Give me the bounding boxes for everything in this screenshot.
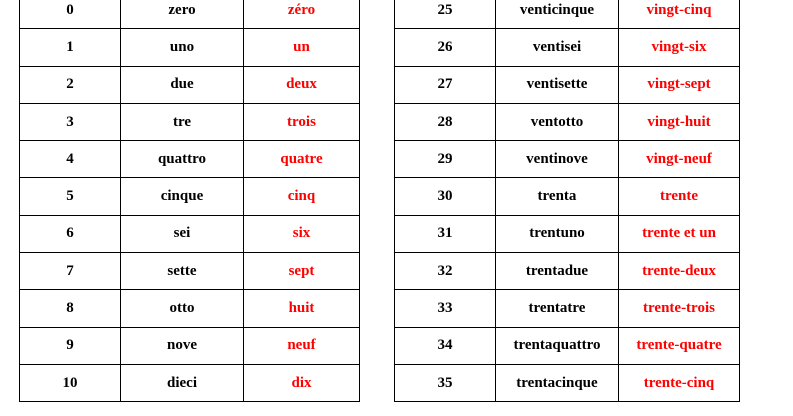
italian-word-cell: trenta	[496, 178, 619, 215]
number-cell: 9	[20, 327, 121, 364]
number-cell: 32	[395, 253, 496, 290]
table-row	[20, 103, 360, 140]
french-word-cell: trente et un	[619, 215, 740, 252]
number-cell: 4	[20, 141, 121, 178]
number-cell: 28	[395, 103, 496, 140]
italian-word-cell: ventisei	[496, 29, 619, 66]
italian-word-cell: trentadue	[496, 253, 619, 290]
italian-word-cell: ventisette	[496, 66, 619, 103]
table-row	[20, 364, 360, 401]
french-word-cell: quatre	[244, 141, 360, 178]
italian-word-cell: venticinque	[496, 0, 619, 29]
french-word-cell: trois	[244, 103, 360, 140]
numbers-table-right-body	[395, 0, 740, 402]
number-cell: 7	[20, 253, 121, 290]
table-row	[395, 103, 740, 140]
italian-word-cell: sei	[121, 215, 244, 252]
italian-word-cell: trentuno	[496, 215, 619, 252]
french-word-cell: cinq	[244, 178, 360, 215]
french-word-cell: vingt-neuf	[619, 141, 740, 178]
number-cell: 2	[20, 66, 121, 103]
table-row	[20, 215, 360, 252]
italian-word-cell: tre	[121, 103, 244, 140]
french-word-cell: vingt-huit	[619, 103, 740, 140]
table-row	[20, 290, 360, 327]
table-row	[20, 178, 360, 215]
number-cell: 26	[395, 29, 496, 66]
number-cell: 33	[395, 290, 496, 327]
table-row	[20, 29, 360, 66]
french-word-cell: un	[244, 29, 360, 66]
number-cell: 10	[20, 364, 121, 401]
table-row	[20, 327, 360, 364]
table-row	[395, 253, 740, 290]
italian-word-cell: trentatre	[496, 290, 619, 327]
table-row	[20, 253, 360, 290]
number-cell: 5	[20, 178, 121, 215]
french-word-cell: trente-deux	[619, 253, 740, 290]
number-cell: 31	[395, 215, 496, 252]
table-row	[395, 141, 740, 178]
french-word-cell: six	[244, 215, 360, 252]
number-cell: 8	[20, 290, 121, 327]
french-word-cell: vingt-sept	[619, 66, 740, 103]
italian-word-cell: ventotto	[496, 103, 619, 140]
french-word-cell: trente	[619, 178, 740, 215]
french-word-cell: vingt-cinq	[619, 0, 740, 29]
numbers-table-left	[19, 0, 360, 402]
italian-word-cell: trentacinque	[496, 364, 619, 401]
table-row	[395, 178, 740, 215]
number-cell: 0	[20, 0, 121, 29]
italian-word-cell: ventinove	[496, 141, 619, 178]
italian-word-cell: zero	[121, 0, 244, 29]
table-row	[395, 327, 740, 364]
french-word-cell: trente-trois	[619, 290, 740, 327]
italian-word-cell: cinque	[121, 178, 244, 215]
french-word-cell: vingt-six	[619, 29, 740, 66]
italian-word-cell: due	[121, 66, 244, 103]
french-word-cell: sept	[244, 253, 360, 290]
italian-word-cell: dieci	[121, 364, 244, 401]
number-cell: 30	[395, 178, 496, 215]
italian-word-cell: trentaquattro	[496, 327, 619, 364]
french-word-cell: dix	[244, 364, 360, 401]
number-cell: 25	[395, 0, 496, 29]
french-word-cell: huit	[244, 290, 360, 327]
italian-word-cell: sette	[121, 253, 244, 290]
table-row	[20, 141, 360, 178]
french-word-cell: zéro	[244, 0, 360, 29]
italian-word-cell: nove	[121, 327, 244, 364]
number-cell: 29	[395, 141, 496, 178]
table-row	[395, 364, 740, 401]
number-cell: 35	[395, 364, 496, 401]
french-word-cell: neuf	[244, 327, 360, 364]
french-word-cell: trente-cinq	[619, 364, 740, 401]
table-row	[395, 29, 740, 66]
italian-word-cell: uno	[121, 29, 244, 66]
numbers-table-left-body	[20, 0, 360, 402]
numbers-table-right	[394, 0, 740, 402]
number-cell: 3	[20, 103, 121, 140]
number-cell: 27	[395, 66, 496, 103]
french-word-cell: trente-quatre	[619, 327, 740, 364]
number-cell: 34	[395, 327, 496, 364]
table-row	[395, 0, 740, 29]
italian-word-cell: quattro	[121, 141, 244, 178]
table-row	[395, 215, 740, 252]
table-row	[20, 0, 360, 29]
number-cell: 6	[20, 215, 121, 252]
french-word-cell: deux	[244, 66, 360, 103]
number-cell: 1	[20, 29, 121, 66]
table-row	[20, 66, 360, 103]
table-row	[395, 290, 740, 327]
table-row	[395, 66, 740, 103]
italian-word-cell: otto	[121, 290, 244, 327]
